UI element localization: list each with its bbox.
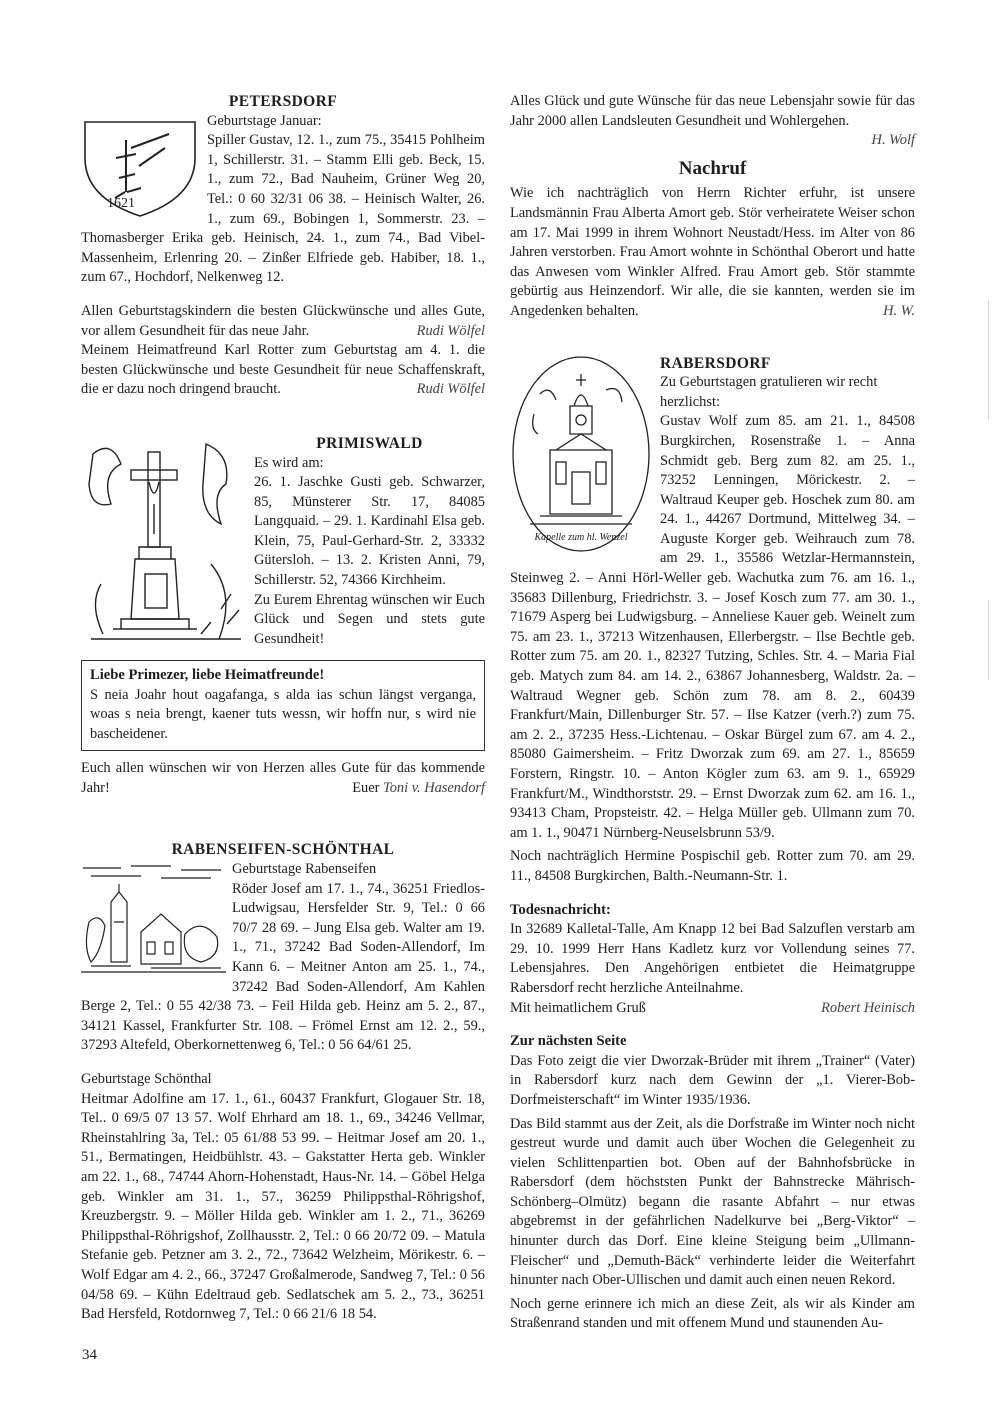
rabersdorf-emblem-text: Kapelle zum hl. Wenzel: [534, 531, 628, 543]
rabersdorf-entries: Gustav Wolf zum 85. am 21. 1., 84508 Burgkirchen, Rosenstraße 1. – Anna Schmidt geb. Berg zum 82. am 25. 1., 73252 Lenningen, Mörickestr. 2. – Waltraud Keuper geb. Hoschek zum 80. am 24. 1., 44267 Dortmund, Mittelweg 34. – Auguste Korger geb. Weihrauch zum 78. am 29. 1., 35586 Wetzlar-Hermannstein, Steinweg 2. – Anni Hörl-Weller geb. Wachutka zum 76. am 16. 1., 35683 Dillenburg, Friedrichstr. 3. – Josef Kosch zum 77. am 30. 1., 71679 Asperg bei Ludwigsburg. – Anneliese Kauer geb. Weinelt zum 75. am 23. 1., 37213 Witzenhausen, Ellerbergstr. – Ilse Bechtle geb. Rotter zum 75. am 20. 1., 82327 Tutzing, Schles. Str. 4. – Maria Fial geb. Matych zum 84. am 14. 2., 63867 Johannesberg, Waldstr. 2a. – Waltraud Wegner geb. Schön zum 78. am 8. 2., 60439 Frankfurt/Main, Dillenburger Str. 57. – Ilse Katzer (verh.?) zum 75. am 2. 2., 37235 Hess.-Lichtenau. – Oskar Bürgel zum 67. am 4. 2., 85080 Gaimersheim. – Fritz Dworzak zum 69. am 27. 1., 85659 Forstern, Ringstr. 10. – Anton Kögler zum 63. am 9. 1., 65929 Frankfurt/M., Windthorststr. 29. – Ernst Dworzak zum 62. am 16. 1., 93413 Cham, Propsteistr. 42. – Helga Müller geb. Ullmann zum 70. am 1. 1., 90471 Nürnberg-Neuselsbrunn 53/9.: [510, 413, 915, 841]
primiswald-closing-sign: Toni v. Hasendorf: [383, 779, 485, 796]
schoenthal-entries: Heitmar Adolfine am 17. 1., 61., 60437 Frankfurt, Glogauer Str. 18, Tel.. 0 69/5 07 13 57. Wolf Ehrhard am 18. 1., 69., 34246 Vellmar, Rheinstahlring 3a, Tel.: 05 61/88 53 99. – Heitmar Josef am 20. 1., 51., Bermatingen, Heidbühlstr. 43. – Gakstatter Herta geb. Winkler am 22. 1., 68., 74744 Ahorn-Hohenstadt, Haus-Nr. 14. – Göbel Helga geb. Winkler am 31. 1., 57., 36259 Philippsthal-Röhrigshof, Kreuzbergstr. 9. – Möller Hilda geb. Winkler am 1. 2., 71., 36269 Philippsthal-Röhrigshof, Zollhausstr. 2, Tel.: 0 66 20/72 09. – Matula Stefanie geb. Petzner am 3. 2., 72., 73642 Welzheim, Mörikestr. 6. – Wolf Edgar am 4. 2., 66., 37247 Großalmerode, Sandweg 7, Tel.: 0 56 04/58 69. – Kühn Edeltraud geb. Sedlatschek am 5. 2., 73., 36251 Bad Hersfeld, Rotdornweg 7, Tel.: 0 66 21/6 18 54.: [81, 1090, 485, 1323]
rabenseifen-entries: Röder Josef am 17. 1., 74., 36251 Friedlos-Ludwigsau, Hersfelder Str. 9, Tel.: 0 66 70/7 28 69. – Jung Elsa geb. Walter am 19. 1., 71., 37242 Bad Soden-Allendorf, Im Kann 6. – Meitner Anton am 25. 1., 74., 37242 Bad Soden-Allendorf, Am Kahlen Berge 2, Tel.: 0 55 42/38 73. – Feil Hilda geb. Heinz am 5. 2., 87., 34121 Kassel, Frankfurter Str. 108. – Frömel Ernst am 12. 2., 59., 37293 Altefeld, Oberkornettenweg 6, Tel.: 0 56 64/61 25.: [81, 880, 485, 1054]
petersdorf-wish2-text: Meinem Heimatfreund Karl Rotter zum Geburtstag am 4. 1. die besten Glückwünsche und beste Gesundheit für neue Schaffenskraft, die er dazu noch dringend braucht.: [81, 342, 485, 398]
rabersdorf-title: RABERSDORF: [660, 354, 771, 372]
primiswald-section: [81, 434, 485, 650]
left-column: [81, 92, 485, 1325]
next-page-p3: Noch gerne erinnere ich mich an diese Zeit, als wir als Kinder am Straßenrand standen und mit offenem Mund und staunenden Au-: [510, 1295, 915, 1332]
petersdorf-section: [81, 112, 485, 288]
petersdorf-wish2-sign: Rudi Wölfel: [416, 381, 485, 398]
petersdorf-intro: Geburtstage Januar:: [207, 112, 322, 129]
death-title: Todesnachricht:: [510, 901, 611, 918]
petersdorf-title: PETERSDORF: [228, 93, 338, 110]
petersdorf-wish1-sign: Rudi Wölfel: [416, 322, 485, 339]
death-closing-text: Mit heimatlichem Gruß: [510, 999, 646, 1016]
petersdorf-crest-year: 1621: [107, 195, 135, 211]
primiswald-entries: 26. 1. Jaschke Gusti geb. Schwarzer, 85, Münsterer Str. 17, 84085 Langquaid. – 29. 1. Kardinahl Elsa geb. Klein, 75, Paul-Gerhard-Str. 2, 33332 Gütersloh. – 13. 2. Kristen Anni, 79, Schillerstr. 52, 74366 Kirchheim.: [254, 474, 485, 589]
rabenseifen-intro: Geburtstage Rabenseifen: [232, 861, 377, 878]
petersdorf-wish1-text: Allen Geburtstagskindern die besten Glückwünsche und alles Gute, vor allem Gesundheit für das neue Jahr.: [81, 302, 485, 339]
petersdorf-crest-image: [81, 118, 199, 218]
rabersdorf-late: Noch nachträglich Hermine Pospischil geb. Rotter zum 70. am 29. 11., 84508 Burgkirchen, Balth.-Neumann-Str. 1.: [510, 848, 915, 884]
right-column: [510, 92, 915, 1334]
primiswald-title: PRIMISWALD: [316, 434, 423, 452]
primiswald-box-text: S neia Joahr hout oagafanga, s alda ias schun längst verganga, woas s neia brengt, kaener tuts wessn, wir hoffn nur, s wird nie bascheidener.: [90, 686, 476, 742]
next-page-p2: Das Bild stammt aus der Zeit, als die Dorfstraße im Winter noch nicht gestreut wurde und damit auch über Wochen die Gelegenheit zu vielen Schlittenpartien bot. Oben auf der Bahnhofsbrücke in Rabersdorf (dem höchststen Punkt der Bahnstrecke Mährisch-Schönberg–Olmütz) begann die rasante Abfahrt – nur etwas abgebremst in der gefährlichen Nadelkurve bei „Berg-Viktor“ – hinunter durch das Dorf. Eine kleine Steigung beim „Ullmann-Fleischer“ und „Demuth-Bäck“ verhinderte leider die Weiterfahrt hinunter nach Ober-Ullischen und damit auch einen neuen Rekord.: [510, 1115, 915, 1289]
nachruf-text-body: Wie ich nachträglich von Herrn Richter erfuhr, ist unsere Landsmännin Frau Alberta Amort geb. Stör verheiratete Weiser schon am 17. Mai 1999 in ihrem Wohnort Neustadt/Hess. im Alter von 86 Jahren verstorben. Frau Amort wohnte in Schönthal Oberort und hatte das Anwesen vom Winkler Alfred. Frau Amort geb. Stör stammte gebürtig aus Heinzendorf. Wir alle, die sie kannten, werden sie im Angedenken behalten.: [510, 185, 915, 319]
next-page-p1: Das Foto zeigt die vier Dworzak-Brüder mit ihrem „Trainer“ (Vater) in Rabersdorf kurz nach dem Gewinn der „1. Vierer-Bob-Dorfmeisterschaft“ im Winter 1935/1936.: [510, 1052, 915, 1108]
nachruf-title: Nachruf: [678, 157, 747, 179]
primiswald-dialect-box: [81, 660, 485, 751]
page-number: 34: [82, 1347, 97, 1363]
schoenthal-intro: Geburtstage Schönthal: [81, 1071, 212, 1087]
nachruf-text: [510, 184, 915, 321]
primiswald-box-title: Liebe Primezer, liebe Heimatfreunde!: [90, 666, 325, 683]
nachruf-sign: H. W.: [883, 302, 915, 319]
right-wish-sign-text: H. Wolf: [871, 132, 915, 149]
rabenseifen-section: [81, 860, 485, 1056]
petersdorf-entries: Spiller Gustav, 12. 1., zum 75., 35415 Pohlheim 1, Schillerstr. 31. – Stamm Elli geb. Beck, 15. 1., zum 72., Bad Nauheim, Grüner Weg 20, Tel.: 0 60 32/31 06 38. – Heinisch Walter, 26. 1., zum 69., Bobingen 1, Sommerstr. 23. – Thomasberger Erika geb. Heinisch, 24. 1., zum 74., Bad Vibel-Massenheim, Erlenring 20. – Zinßer Elfriede geb. Habiber, 18. 1., zum 67., Hochdorf, Nelkenweg 12.: [81, 132, 485, 286]
scan-edge-mark: [988, 300, 989, 420]
rabersdorf-chapel-emblem: [510, 354, 652, 554]
right-wish: Alles Glück und gute Wünsche für das neue Lebensjahr sowie für das Jahr 2000 allen Landsleuten Gesundheit und Wohlergehen.: [510, 93, 915, 129]
primiswald-wish: Zu Eurem Ehrentag wünschen wir Euch Glück und Segen und stets gute Gesundheit!: [254, 591, 485, 647]
primiswald-closing-text: Euch allen wünschen wir von Herzen alles Gute für das kommende Jahr!: [81, 760, 485, 796]
rabenseifen-title: RABENSEIFEN-SCHÖNTHAL: [171, 841, 395, 859]
rabenseifen-village-image: [81, 862, 226, 982]
primiswald-cross-image: [81, 434, 246, 646]
petersdorf-wish1: [81, 302, 485, 341]
primiswald-closing: [81, 759, 485, 798]
next-page-title: Zur nächsten Seite: [510, 1033, 627, 1050]
scan-edge-mark: [988, 600, 989, 680]
rabersdorf-intro: Zu Geburtstagen gratulieren wir recht herzlichst:: [660, 374, 878, 410]
primiswald-closing-prefix: Euer: [352, 779, 380, 796]
right-wish-sign: [510, 131, 915, 151]
primiswald-intro: Es wird am:: [254, 454, 324, 471]
petersdorf-wish2: [81, 341, 485, 400]
death-sign: Robert Heinisch: [821, 999, 915, 1016]
death-closing: [510, 999, 915, 1019]
rabersdorf-section: [510, 354, 915, 844]
death-text: In 32689 Kalletal-Talle, Am Knapp 12 bei Bad Salzuflen verstarb am 29. 10. 1999 Herr Hans Kadletz kurz vor Vollendung seines 77. Lebensjahres. Den Angehörigen entbietet die Heimatgruppe Rabersdorf recht herzliche Anteilnahme.: [510, 921, 915, 996]
